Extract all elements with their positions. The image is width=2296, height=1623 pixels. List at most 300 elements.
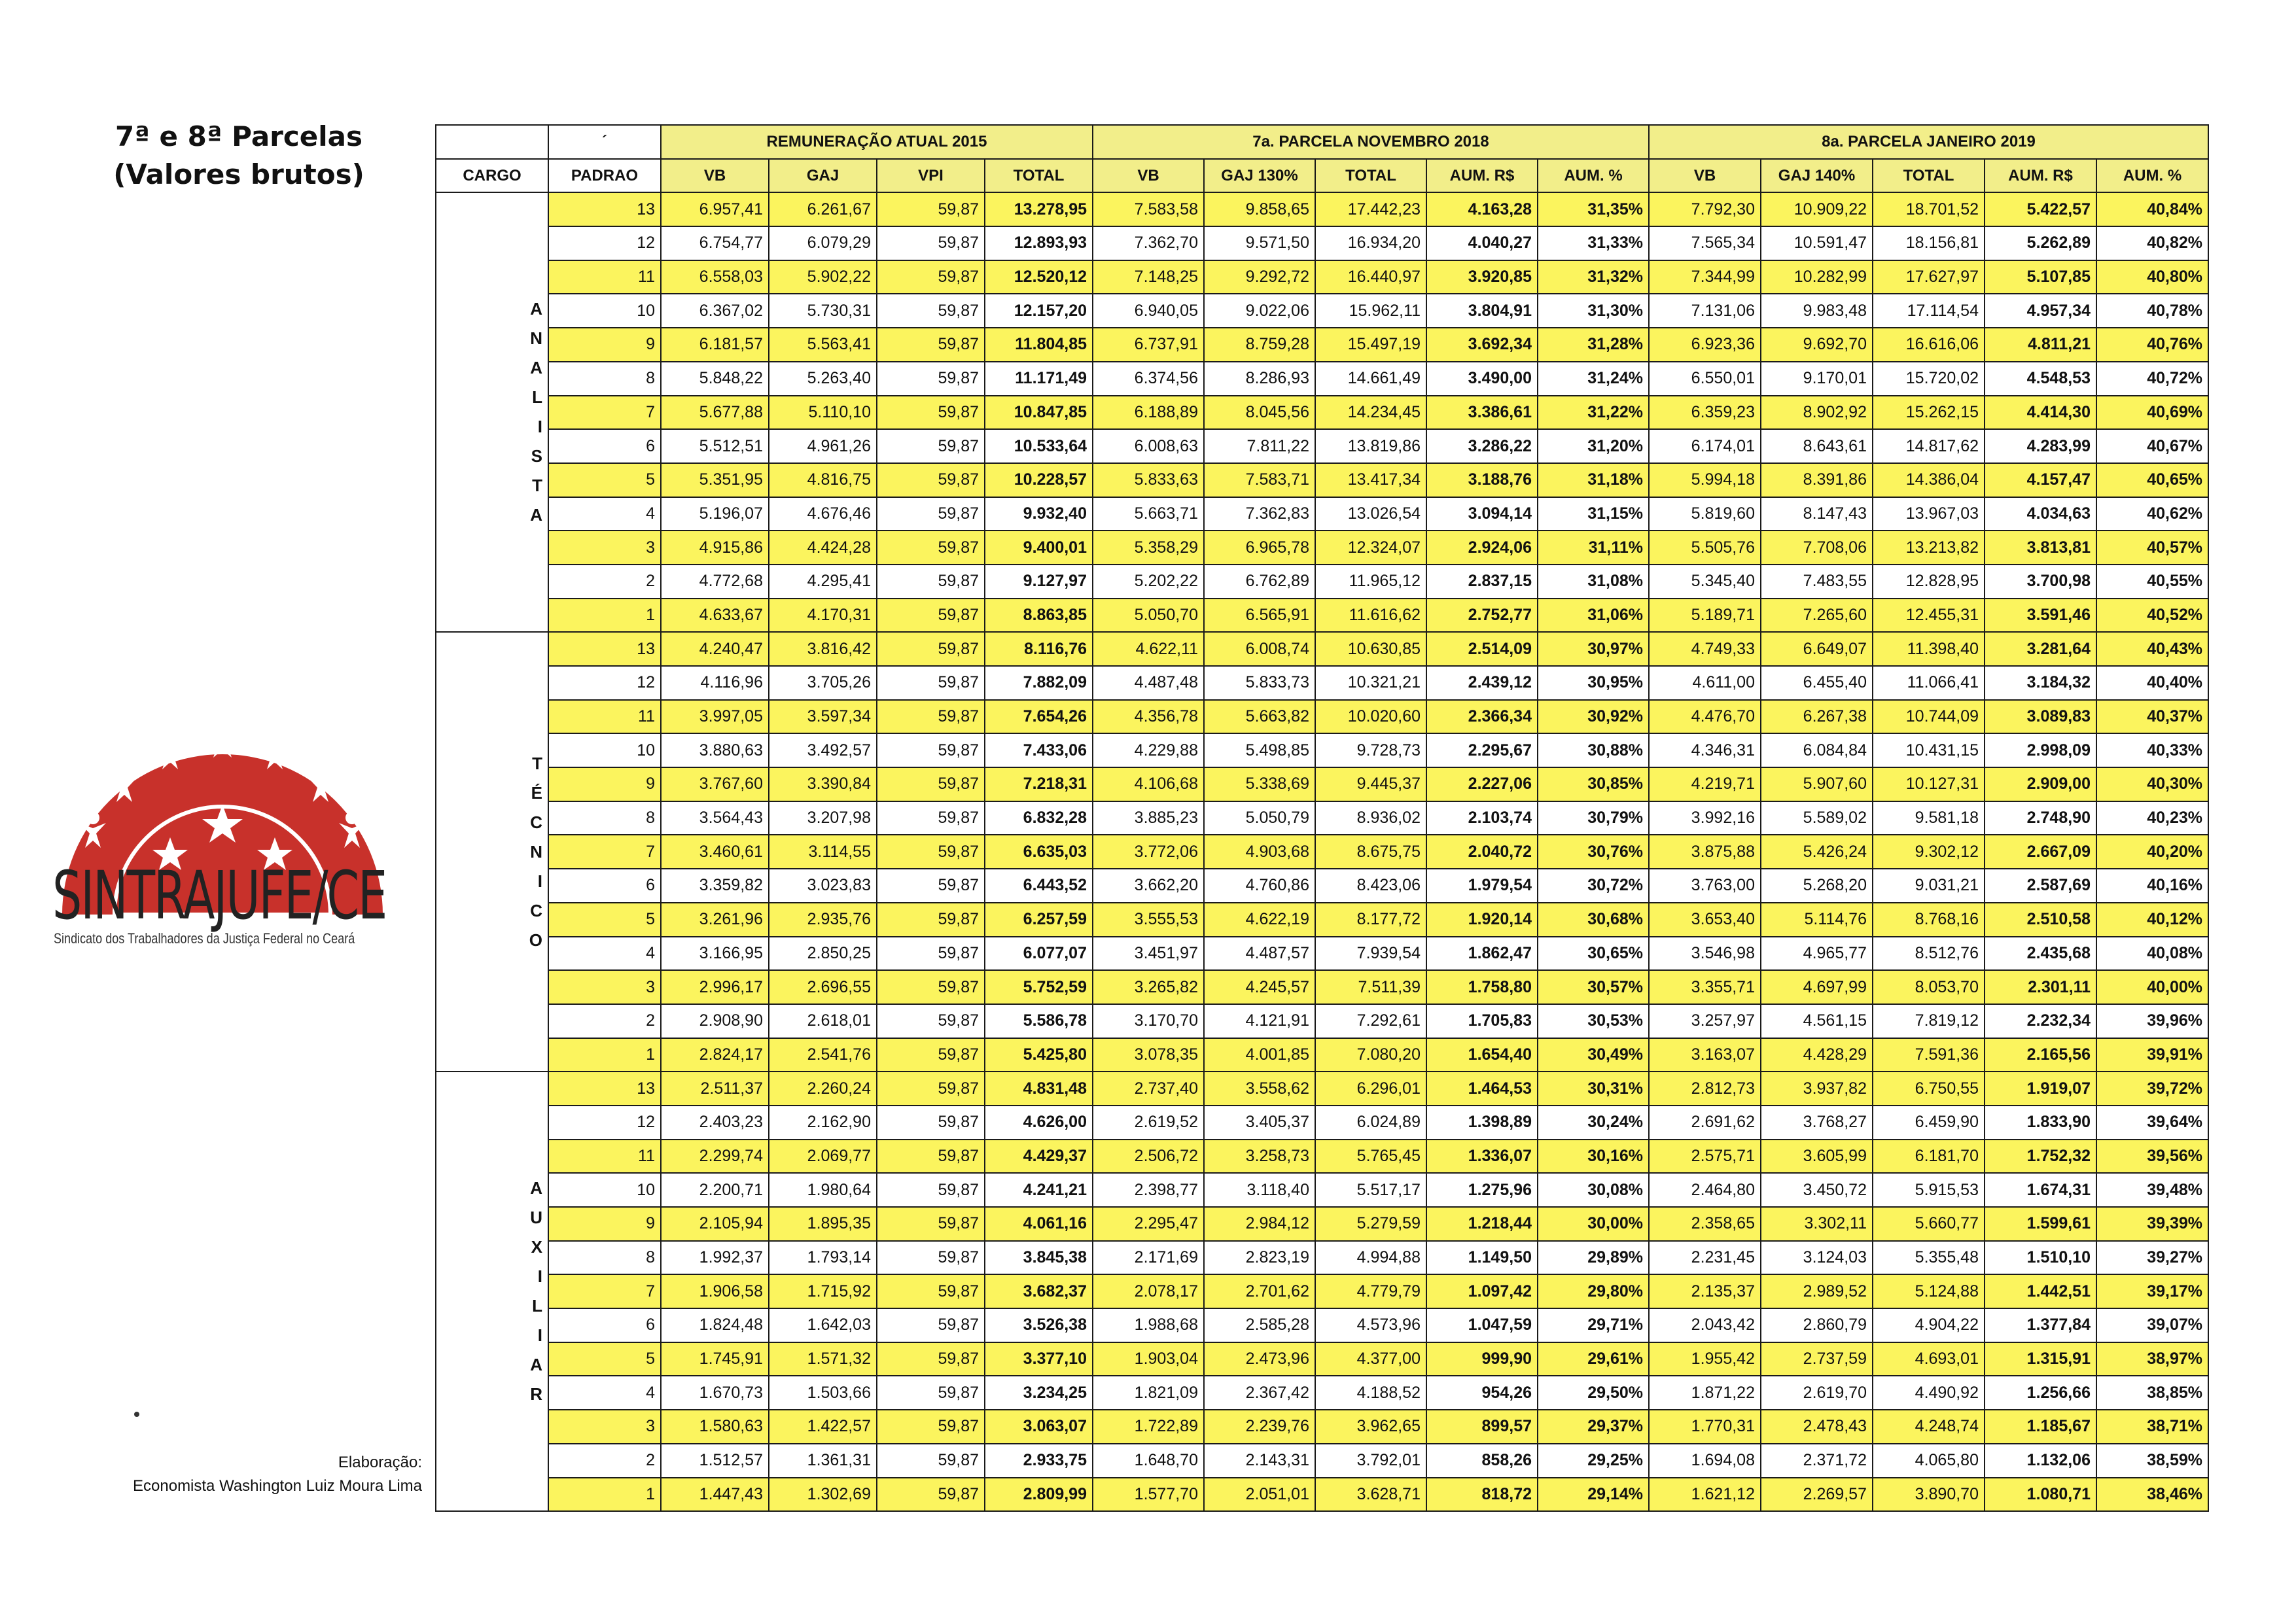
value-cell: 2.511,37 xyxy=(661,1072,769,1106)
value-cell: 4.295,41 xyxy=(769,565,877,599)
value-cell: 5.262,89 xyxy=(1985,226,2096,260)
value-cell: 2.367,42 xyxy=(1204,1376,1315,1410)
padrao-cell: 9 xyxy=(548,1207,661,1241)
value-cell: 9.400,01 xyxy=(985,531,1093,565)
padrao-cell: 4 xyxy=(548,1376,661,1410)
padrao-cell: 3 xyxy=(548,970,661,1004)
value-cell: 1.821,09 xyxy=(1093,1376,1204,1410)
value-cell: 1.642,03 xyxy=(769,1308,877,1342)
value-cell: 4.779,79 xyxy=(1315,1274,1426,1308)
value-cell: 1.447,43 xyxy=(661,1478,769,1512)
value-cell: 12.324,07 xyxy=(1315,531,1426,565)
value-cell: 3.286,22 xyxy=(1426,429,1538,463)
value-cell: 9.445,37 xyxy=(1315,767,1426,801)
value-cell: 8.936,02 xyxy=(1315,801,1426,835)
value-cell: 6.079,29 xyxy=(769,226,877,260)
value-cell: 2.701,62 xyxy=(1204,1274,1315,1308)
value-cell: 2.078,17 xyxy=(1093,1274,1204,1308)
cargo-letter: I xyxy=(537,1325,542,1346)
value-cell: 5.517,17 xyxy=(1315,1173,1426,1207)
table-row xyxy=(436,192,2208,226)
value-cell: 59,87 xyxy=(877,1173,985,1207)
cargo-label xyxy=(436,632,548,1072)
value-cell: 2.541,76 xyxy=(769,1038,877,1072)
value-cell: 2.227,06 xyxy=(1426,767,1538,801)
value-cell: 11.066,41 xyxy=(1873,666,1985,700)
value-cell: 4.346,31 xyxy=(1649,733,1761,767)
value-cell: 40,55% xyxy=(2096,565,2208,599)
value-cell: 10.909,22 xyxy=(1761,192,1873,226)
value-cell: 39,91% xyxy=(2096,1038,2208,1072)
header-column-row xyxy=(436,159,2208,193)
value-cell: 2.165,56 xyxy=(1985,1038,2096,1072)
table-row xyxy=(436,396,2208,430)
value-cell: 4.760,86 xyxy=(1204,869,1315,903)
cargo-letter: L xyxy=(532,1296,542,1316)
value-cell: 3.281,64 xyxy=(1985,632,2096,666)
value-cell: 4.283,99 xyxy=(1985,429,2096,463)
table-row xyxy=(436,1038,2208,1072)
value-cell: 7.882,09 xyxy=(985,666,1093,700)
value-cell: 5.114,76 xyxy=(1761,903,1873,937)
column-header: AUM. % xyxy=(2096,159,2208,193)
value-cell: 38,85% xyxy=(2096,1376,2208,1410)
cargo-letter: A xyxy=(530,505,542,525)
cargo-letter: I xyxy=(537,417,542,437)
value-cell: 3.359,82 xyxy=(661,869,769,903)
value-cell: 40,37% xyxy=(2096,700,2208,734)
value-cell: 2.301,11 xyxy=(1985,970,2096,1004)
value-cell: 1.906,58 xyxy=(661,1274,769,1308)
value-cell: 29,80% xyxy=(1538,1274,1649,1308)
value-cell: 2.231,45 xyxy=(1649,1241,1761,1275)
header-group-2015: REMUNERAÇÃO ATUAL 2015 xyxy=(661,125,1093,159)
value-cell: 59,87 xyxy=(877,1342,985,1376)
cargo-letter: X xyxy=(531,1237,542,1257)
value-cell: 59,87 xyxy=(877,835,985,869)
value-cell: 7.218,31 xyxy=(985,767,1093,801)
value-cell: 40,69% xyxy=(2096,396,2208,430)
value-cell: 2.667,09 xyxy=(1985,835,2096,869)
value-cell: 4.219,71 xyxy=(1649,767,1761,801)
value-cell: 7.583,58 xyxy=(1093,192,1204,226)
page-title-line2: (Valores brutos) xyxy=(113,158,364,190)
value-cell: 31,15% xyxy=(1538,497,1649,531)
value-cell: 1.503,66 xyxy=(769,1376,877,1410)
value-cell: 11.965,12 xyxy=(1315,565,1426,599)
value-cell: 4.061,16 xyxy=(985,1207,1093,1241)
value-cell: 30,00% xyxy=(1538,1207,1649,1241)
value-cell: 1.705,83 xyxy=(1426,1004,1538,1038)
column-header: GAJ 140% xyxy=(1761,159,1873,193)
value-cell: 4.424,28 xyxy=(769,531,877,565)
cargo-letter: I xyxy=(537,871,542,891)
value-cell: 31,06% xyxy=(1538,599,1649,633)
value-cell: 8.759,28 xyxy=(1204,328,1315,362)
value-cell: 13.819,86 xyxy=(1315,429,1426,463)
value-cell: 2.935,76 xyxy=(769,903,877,937)
value-cell: 3.163,07 xyxy=(1649,1038,1761,1072)
value-cell: 1.919,07 xyxy=(1985,1072,2096,1106)
value-cell: 818,72 xyxy=(1426,1478,1538,1512)
value-cell: 6.181,57 xyxy=(661,328,769,362)
value-cell: 1.464,53 xyxy=(1426,1072,1538,1106)
value-cell: 1.758,80 xyxy=(1426,970,1538,1004)
value-cell: 9.170,01 xyxy=(1761,362,1873,396)
value-cell: 6.181,70 xyxy=(1873,1140,1985,1174)
value-cell: 4.356,78 xyxy=(1093,700,1204,734)
value-cell: 858,26 xyxy=(1426,1444,1538,1478)
value-cell: 9.932,40 xyxy=(985,497,1093,531)
value-cell: 3.962,65 xyxy=(1315,1410,1426,1444)
value-cell: 40,20% xyxy=(2096,835,2208,869)
value-cell: 3.450,72 xyxy=(1761,1173,1873,1207)
value-cell: 2.809,99 xyxy=(985,1478,1093,1512)
table-row xyxy=(436,1072,2208,1106)
padrao-cell: 7 xyxy=(548,1274,661,1308)
value-cell: 4.611,00 xyxy=(1649,666,1761,700)
value-cell: 17.442,23 xyxy=(1315,192,1426,226)
padrao-cell: 1 xyxy=(548,1478,661,1512)
value-cell: 5.426,24 xyxy=(1761,835,1873,869)
padrao-cell: 5 xyxy=(548,903,661,937)
value-cell: 2.618,01 xyxy=(769,1004,877,1038)
cargo-letter: U xyxy=(530,1208,542,1228)
value-cell: 30,88% xyxy=(1538,733,1649,767)
value-cell: 5.268,20 xyxy=(1761,869,1873,903)
value-cell: 2.232,34 xyxy=(1985,1004,2096,1038)
value-cell: 5.124,88 xyxy=(1873,1274,1985,1308)
value-cell: 4.157,47 xyxy=(1985,463,2096,497)
column-header: TOTAL xyxy=(1873,159,1985,193)
value-cell: 4.001,85 xyxy=(1204,1038,1315,1072)
value-cell: 5.663,82 xyxy=(1204,700,1315,734)
value-cell: 9.728,73 xyxy=(1315,733,1426,767)
value-cell: 59,87 xyxy=(877,666,985,700)
value-cell: 8.177,72 xyxy=(1315,903,1426,937)
value-cell: 59,87 xyxy=(877,260,985,294)
value-cell: 2.506,72 xyxy=(1093,1140,1204,1174)
value-cell: 1.571,32 xyxy=(769,1342,877,1376)
value-cell: 4.240,47 xyxy=(661,632,769,666)
cargo-letter: I xyxy=(537,1266,542,1287)
table-row xyxy=(436,767,2208,801)
value-cell: 1.833,90 xyxy=(1985,1106,2096,1140)
padrao-cell: 1 xyxy=(548,599,661,633)
value-cell: 2.358,65 xyxy=(1649,1207,1761,1241)
value-cell: 5.425,80 xyxy=(985,1038,1093,1072)
value-cell: 7.654,26 xyxy=(985,700,1093,734)
value-cell: 4.626,00 xyxy=(985,1106,1093,1140)
value-cell: 2.439,12 xyxy=(1426,666,1538,700)
value-cell: 10.533,64 xyxy=(985,429,1093,463)
value-cell: 1.770,31 xyxy=(1649,1410,1761,1444)
value-cell: 6.367,02 xyxy=(661,294,769,328)
value-cell: 2.575,71 xyxy=(1649,1140,1761,1174)
table-row xyxy=(436,801,2208,835)
value-cell: 6.443,52 xyxy=(985,869,1093,903)
padrao-cell: 8 xyxy=(548,801,661,835)
value-cell: 6.965,78 xyxy=(1204,531,1315,565)
value-cell: 4.106,68 xyxy=(1093,767,1204,801)
cargo-letter: T xyxy=(532,476,542,496)
value-cell: 8.675,75 xyxy=(1315,835,1426,869)
value-cell: 6.024,89 xyxy=(1315,1106,1426,1140)
table-row xyxy=(436,1106,2208,1140)
value-cell: 7.433,06 xyxy=(985,733,1093,767)
table-row xyxy=(436,294,2208,328)
value-cell: 59,87 xyxy=(877,1376,985,1410)
value-cell: 4.561,15 xyxy=(1761,1004,1873,1038)
value-cell: 3.405,37 xyxy=(1204,1106,1315,1140)
table-row xyxy=(436,869,2208,903)
table-row xyxy=(436,1478,2208,1512)
value-cell: 4.241,21 xyxy=(985,1173,1093,1207)
value-cell: 9.022,06 xyxy=(1204,294,1315,328)
value-cell: 30,72% xyxy=(1538,869,1649,903)
value-cell: 1.715,92 xyxy=(769,1274,877,1308)
value-cell: 7.583,71 xyxy=(1204,463,1315,497)
padrao-cell: 4 xyxy=(548,937,661,971)
value-cell: 30,79% xyxy=(1538,801,1649,835)
value-cell: 3.166,95 xyxy=(661,937,769,971)
value-cell: 5.202,22 xyxy=(1093,565,1204,599)
table-row xyxy=(436,666,2208,700)
value-cell: 7.708,06 xyxy=(1761,531,1873,565)
table-row xyxy=(436,835,2208,869)
value-cell: 1.422,57 xyxy=(769,1410,877,1444)
column-header: VB xyxy=(1649,159,1761,193)
value-cell: 14.234,45 xyxy=(1315,396,1426,430)
value-cell: 1.793,14 xyxy=(769,1241,877,1275)
value-cell: 1.862,47 xyxy=(1426,937,1538,971)
value-cell: 3.813,81 xyxy=(1985,531,2096,565)
value-cell: 40,12% xyxy=(2096,903,2208,937)
value-cell: 5.563,41 xyxy=(769,328,877,362)
value-cell: 8.423,06 xyxy=(1315,869,1426,903)
padrao-cell: 4 xyxy=(548,497,661,531)
table-row xyxy=(436,226,2208,260)
value-cell: 7.591,36 xyxy=(1873,1038,1985,1072)
cargo-letter: A xyxy=(530,1355,542,1375)
value-cell: 3.816,42 xyxy=(769,632,877,666)
value-cell: 5.765,45 xyxy=(1315,1140,1426,1174)
value-cell: 5.833,63 xyxy=(1093,463,1204,497)
value-cell: 5.358,29 xyxy=(1093,531,1204,565)
value-cell: 39,07% xyxy=(2096,1308,2208,1342)
value-cell: 3.188,76 xyxy=(1426,463,1538,497)
padrao-cell: 7 xyxy=(548,835,661,869)
value-cell: 3.078,35 xyxy=(1093,1038,1204,1072)
value-cell: 3.792,01 xyxy=(1315,1444,1426,1478)
value-cell: 4.548,53 xyxy=(1985,362,2096,396)
value-cell: 2.996,17 xyxy=(661,970,769,1004)
value-cell: 7.148,25 xyxy=(1093,260,1204,294)
cargo-label xyxy=(436,192,548,632)
value-cell: 31,24% xyxy=(1538,362,1649,396)
value-cell: 6.558,03 xyxy=(661,260,769,294)
value-cell: 1.149,50 xyxy=(1426,1241,1538,1275)
padrao-cell: 12 xyxy=(548,226,661,260)
value-cell: 1.979,54 xyxy=(1426,869,1538,903)
value-cell: 31,32% xyxy=(1538,260,1649,294)
value-cell: 3.992,16 xyxy=(1649,801,1761,835)
value-cell: 4.377,00 xyxy=(1315,1342,1426,1376)
value-cell: 7.792,30 xyxy=(1649,192,1761,226)
value-cell: 2.295,47 xyxy=(1093,1207,1204,1241)
value-cell: 1.315,91 xyxy=(1985,1342,2096,1376)
value-cell: 29,50% xyxy=(1538,1376,1649,1410)
value-cell: 7.565,34 xyxy=(1649,226,1761,260)
value-cell: 6.649,07 xyxy=(1761,632,1873,666)
value-cell: 1.442,51 xyxy=(1985,1274,2096,1308)
value-cell: 4.490,92 xyxy=(1873,1376,1985,1410)
value-cell: 31,33% xyxy=(1538,226,1649,260)
value-cell: 1.920,14 xyxy=(1426,903,1538,937)
value-cell: 4.831,48 xyxy=(985,1072,1093,1106)
value-cell: 10.228,57 xyxy=(985,463,1093,497)
header-group-jan-2019: 8a. PARCELA JANEIRO 2019 xyxy=(1649,125,2208,159)
value-cell: 2.366,34 xyxy=(1426,700,1538,734)
logo-subtitle: Sindicato dos Trabalhadores da Justiça Federal no Ceará xyxy=(54,930,355,947)
value-cell: 5.422,57 xyxy=(1985,192,2096,226)
value-cell: 3.261,96 xyxy=(661,903,769,937)
value-cell: 2.812,73 xyxy=(1649,1072,1761,1106)
value-cell: 40,30% xyxy=(2096,767,2208,801)
value-cell: 59,87 xyxy=(877,192,985,226)
value-cell: 10.744,09 xyxy=(1873,700,1985,734)
value-cell: 5.902,22 xyxy=(769,260,877,294)
value-cell: 4.816,75 xyxy=(769,463,877,497)
value-cell: 40,65% xyxy=(2096,463,2208,497)
value-cell: 6.008,63 xyxy=(1093,429,1204,463)
value-cell: 59,87 xyxy=(877,429,985,463)
value-cell: 3.089,83 xyxy=(1985,700,2096,734)
value-cell: 3.257,97 xyxy=(1649,1004,1761,1038)
value-cell: 1.512,57 xyxy=(661,1444,769,1478)
value-cell: 14.661,49 xyxy=(1315,362,1426,396)
value-cell: 6.008,74 xyxy=(1204,632,1315,666)
value-cell: 2.933,75 xyxy=(985,1444,1093,1478)
value-cell: 59,87 xyxy=(877,1140,985,1174)
value-cell: 8.053,70 xyxy=(1873,970,1985,1004)
value-cell: 5.915,53 xyxy=(1873,1173,1985,1207)
cargo-letter: L xyxy=(532,387,542,408)
value-cell: 8.147,43 xyxy=(1761,497,1873,531)
value-cell: 2.748,90 xyxy=(1985,801,2096,835)
padrao-cell: 9 xyxy=(548,328,661,362)
value-cell: 31,08% xyxy=(1538,565,1649,599)
value-cell: 3.184,32 xyxy=(1985,666,2096,700)
value-cell: 3.605,99 xyxy=(1761,1140,1873,1174)
value-cell: 59,87 xyxy=(877,903,985,937)
value-cell: 5.819,60 xyxy=(1649,497,1761,531)
table-row xyxy=(436,632,2208,666)
credit-author: Economista Washington Luiz Moura Lima xyxy=(133,1477,422,1495)
value-cell: 59,87 xyxy=(877,362,985,396)
value-cell: 3.875,88 xyxy=(1649,835,1761,869)
value-cell: 1.577,70 xyxy=(1093,1478,1204,1512)
value-cell: 59,87 xyxy=(877,801,985,835)
value-cell: 1.302,69 xyxy=(769,1478,877,1512)
value-cell: 2.051,01 xyxy=(1204,1478,1315,1512)
value-cell: 39,64% xyxy=(2096,1106,2208,1140)
value-cell: 2.464,80 xyxy=(1649,1173,1761,1207)
value-cell: 59,87 xyxy=(877,1478,985,1512)
value-cell: 9.571,50 xyxy=(1204,226,1315,260)
value-cell: 4.772,68 xyxy=(661,565,769,599)
padrao-cell: 13 xyxy=(548,1072,661,1106)
value-cell: 6.957,41 xyxy=(661,192,769,226)
value-cell: 3.997,05 xyxy=(661,700,769,734)
value-cell: 7.362,70 xyxy=(1093,226,1204,260)
value-cell: 1.871,22 xyxy=(1649,1376,1761,1410)
value-cell: 5.907,60 xyxy=(1761,767,1873,801)
logo-name: SINTRAJUFE/CE xyxy=(52,857,387,935)
value-cell: 31,35% xyxy=(1538,192,1649,226)
value-cell: 59,87 xyxy=(877,632,985,666)
value-cell: 6.084,84 xyxy=(1761,733,1873,767)
value-cell: 1.674,31 xyxy=(1985,1173,2096,1207)
padrao-cell: 10 xyxy=(548,294,661,328)
value-cell: 4.622,19 xyxy=(1204,903,1315,937)
value-cell: 3.063,07 xyxy=(985,1410,1093,1444)
value-cell: 8.643,61 xyxy=(1761,429,1873,463)
value-cell: 5.512,51 xyxy=(661,429,769,463)
column-header: VPI xyxy=(877,159,985,193)
value-cell: 5.110,10 xyxy=(769,396,877,430)
table-row xyxy=(436,497,2208,531)
value-cell: 3.234,25 xyxy=(985,1376,1093,1410)
value-cell: 4.414,30 xyxy=(1985,396,2096,430)
value-cell: 13.967,03 xyxy=(1873,497,1985,531)
column-header: AUM. % xyxy=(1538,159,1649,193)
value-cell: 6.188,89 xyxy=(1093,396,1204,430)
value-cell: 2.924,06 xyxy=(1426,531,1538,565)
value-cell: 2.403,23 xyxy=(661,1106,769,1140)
cargo-letter: S xyxy=(531,446,542,466)
value-cell: 14.386,04 xyxy=(1873,463,1985,497)
value-cell: 2.696,55 xyxy=(769,970,877,1004)
value-cell: 40,43% xyxy=(2096,632,2208,666)
value-cell: 59,87 xyxy=(877,733,985,767)
value-cell: 2.909,00 xyxy=(1985,767,2096,801)
value-cell: 59,87 xyxy=(877,1004,985,1038)
cargo-letter: A xyxy=(530,1178,542,1198)
value-cell: 6.762,89 xyxy=(1204,565,1315,599)
value-cell: 38,46% xyxy=(2096,1478,2208,1512)
value-cell: 59,87 xyxy=(877,937,985,971)
value-cell: 39,17% xyxy=(2096,1274,2208,1308)
value-cell: 9.692,70 xyxy=(1761,328,1873,362)
value-cell: 2.823,19 xyxy=(1204,1241,1315,1275)
value-cell: 40,57% xyxy=(2096,531,2208,565)
header-blank xyxy=(436,125,548,159)
value-cell: 31,18% xyxy=(1538,463,1649,497)
value-cell: 6.940,05 xyxy=(1093,294,1204,328)
value-cell: 4.693,01 xyxy=(1873,1342,1985,1376)
value-cell: 3.023,83 xyxy=(769,869,877,903)
value-cell: 5.498,85 xyxy=(1204,733,1315,767)
value-cell: 59,87 xyxy=(877,700,985,734)
value-cell: 8.902,92 xyxy=(1761,396,1873,430)
value-cell: 39,27% xyxy=(2096,1241,2208,1275)
value-cell: 10.630,85 xyxy=(1315,632,1426,666)
padrao-cell: 10 xyxy=(548,1173,661,1207)
value-cell: 3.880,63 xyxy=(661,733,769,767)
value-cell: 6.261,67 xyxy=(769,192,877,226)
value-cell: 2.850,25 xyxy=(769,937,877,971)
